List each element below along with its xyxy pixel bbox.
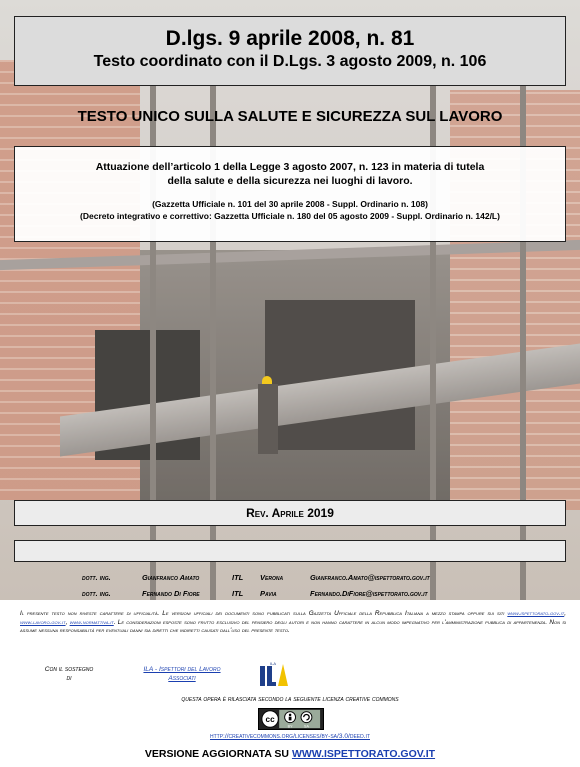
disclaimer-text: Il presente testo non riveste carattere di ufficialità. Le versioni ufficiali dei documenti sono pubblicati sulla Gazzetta Ufficiale della Repubblica Italiana a mezzo stampa oppure sui siti www.ispettorato.gov.it, www.lavoro.gov.it, www.normattiva.it. Le considerazioni esposte sono frutto esclusivo del pensiero degli autori e non hanno carattere in alcun modo impegnativo per l'amministrazione pubblica di appartenenza. Non si assume nessuna responsabilità per eventuali danni sia diretti che indiretti causati dall'uso del presente testo. xyxy=(20,610,567,635)
author-email[interactable]: Fernando.DiFiore@ispettorato.gov.it xyxy=(310,589,428,598)
gazette-references: (Gazzetta Ufficiale n. 101 del 30 aprile 2008 - Suppl. Ordinario n. 108) (Decreto integrativo e correttivo: Gazzetta Ufficiale n. 180 del 05 agosto 2009 - Suppl. Ordinario n. 142/L) xyxy=(80,199,500,221)
svg-text:SA: SA xyxy=(304,724,309,729)
main-heading: TESTO UNICO SULLA SALUTE E SICUREZZA SUL LAVORO xyxy=(77,108,503,125)
svg-text:BY: BY xyxy=(287,724,293,729)
footer-website-link[interactable]: WWW.ISPETTORATO.GOV.IT xyxy=(291,748,436,760)
description-box xyxy=(14,146,566,242)
svg-text:ILA: ILA xyxy=(269,661,277,666)
description-text: Attuazione dell’articolo 1 della Legge 3 agosto 2007, n. 123 in materia di tutela della salute e della sicurezza nei luoghi di lavoro. xyxy=(95,161,485,187)
footer-line: VERSIONE AGGIORNATA SU WWW.ISPETTORATO.GOV.IT xyxy=(144,748,436,760)
link-ispettorato[interactable]: www.ispettorato.gov.it xyxy=(507,610,565,617)
license-text: questa opera è rilasciata secondo la seguente licenza creative commons xyxy=(181,696,399,703)
author-row: dott. ing. Gianfranco Amato ITL Verona Gianfranco.Amato@ispettorato.gov.it xyxy=(82,573,430,582)
license-url-link[interactable]: http://creativecommons.org/licenses/by-sa/3.0/deed.it xyxy=(210,733,370,740)
revision-label: Rev. Aprile 2019 xyxy=(246,506,334,520)
revision-box xyxy=(14,500,566,526)
svg-text:cc: cc xyxy=(265,715,275,725)
creative-commons-badge-icon[interactable] xyxy=(258,708,324,730)
ila-logo-icon xyxy=(258,660,288,688)
author-row: dott. ing. Fernando Di Fiore ITL Pavia Fernando.DiFiore@ispettorato.gov.it xyxy=(82,589,428,598)
document-subtitle: Testo coordinato con il D.Lgs. 3 agosto 2009, n. 106 xyxy=(93,53,487,70)
support-label: Con il sostegno di xyxy=(44,666,94,682)
title-box xyxy=(14,16,566,86)
blank-box xyxy=(14,540,566,562)
document-title: D.lgs. 9 aprile 2008, n. 81 xyxy=(165,27,415,50)
ila-link[interactable]: ILA - Ispettori del Lavoro Associati xyxy=(143,666,221,682)
link-normattiva[interactable]: www.normattiva.it xyxy=(69,618,114,626)
link-lavoro[interactable]: www.lavoro.gov.it xyxy=(20,618,66,626)
author-email[interactable]: Gianfranco.Amato@ispettorato.gov.it xyxy=(310,573,430,582)
